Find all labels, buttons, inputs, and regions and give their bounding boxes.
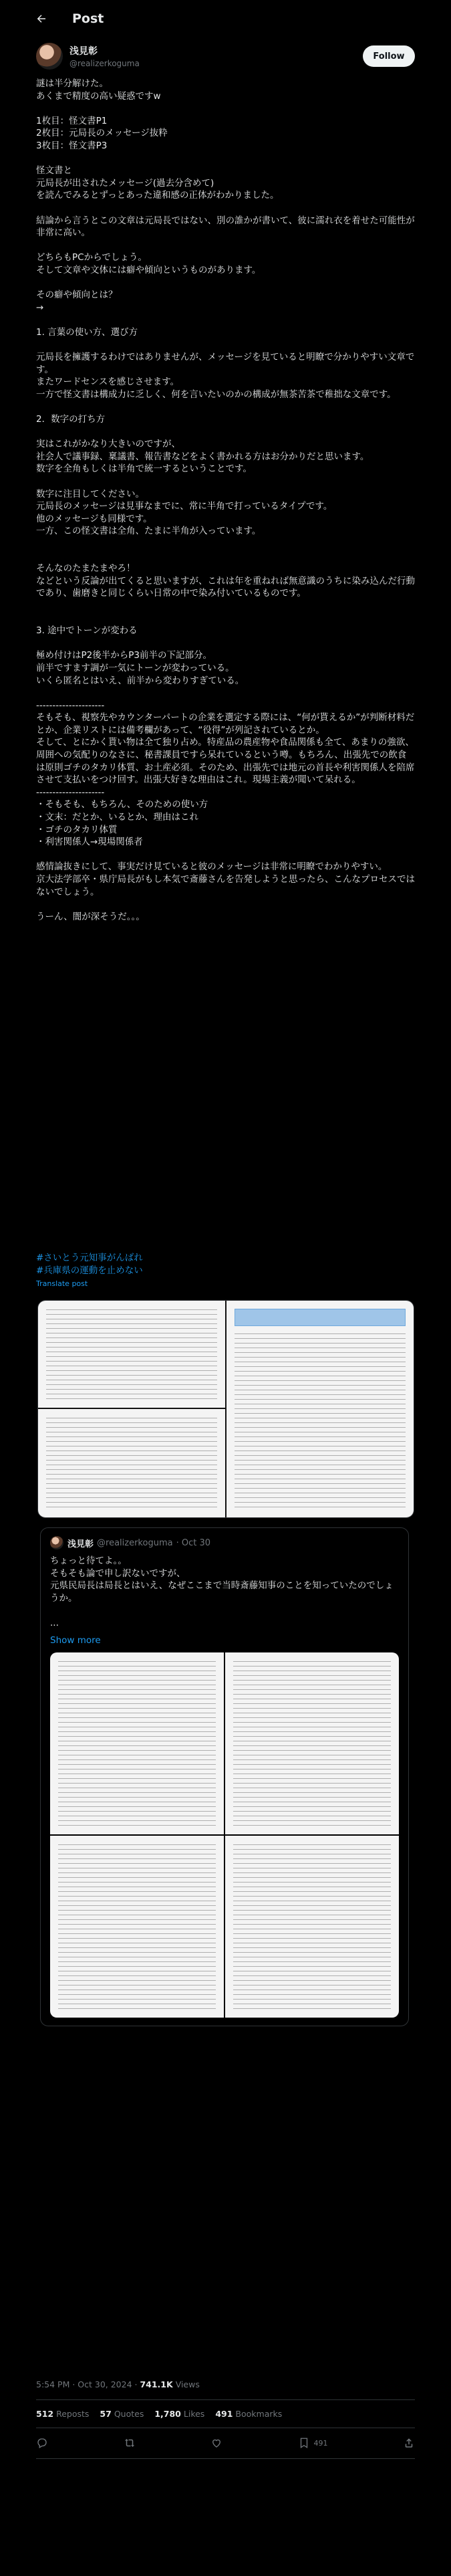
author-display-name[interactable]: 浅見彰 [69,46,98,57]
bookmark-count: 491 [313,2438,328,2448]
quoted-post-date: · Oct 30 [176,1537,210,1548]
quoted-author-name: 浅見彰 [67,1539,94,1549]
follow-button[interactable]: Follow [363,45,415,67]
bookmarks-stat[interactable]: 491 Bookmarks [215,2409,283,2419]
divider [36,2399,415,2400]
quoted-author-handle: @realizerkoguma [97,1537,173,1548]
engagement-stats [36,2409,282,2419]
quotes-stat[interactable]: 57 Quotes [100,2409,144,2419]
page-title: Post [72,11,104,26]
quoted-post[interactable] [40,1527,409,2026]
document-image[interactable] [225,1652,399,1834]
author-names [69,44,140,68]
arrow-left-icon [35,13,47,25]
repost-icon [124,2437,136,2449]
document-image[interactable] [227,1301,414,1517]
quoted-post-text: ちょっと待てよ。。 そもそも論で申し訳ないですが、 元県民局長は局長とはいえ、なぜここまで当時斎藤知事のことを知っていたのでしょうか。 ... [50,1555,394,1628]
author-handle[interactable]: @realizerkoguma [69,59,140,68]
document-image[interactable] [50,1836,224,2018]
document-image[interactable] [38,1301,225,1408]
bookmark-button[interactable] [298,2437,328,2449]
post-text: 謎は半分解けた。 あくまで精度の高い疑惑ですw 1枚目：怪文書P1 2枚目：元局長のメッセージ抜粋 3枚目：怪文書P3 怪文書と 元局長が出されたメッセージ(過去分含めて) を読んでみるとずっとあった違和感の正体がわかりました。 結論から言うとこの文章は元局長ではない、別の誰かが書いて、彼に濡れ衣を着せた可能性が非常に高い。 どちらもPCからでしょう。 そして文章や文体には癖や傾向というものがあります。 その癖や傾向とは？ → 1. 言葉の使い方、選び方 元局長を擁護するわけではありませんが、メッセージを見ていると明瞭で分かりやすい文章です。 またワードセンスを感じさせます。 一方で怪文書は構成力に乏しく、何を言いたいのかの構成が無茶苦茶で稚拙な文章です。 2．数字の打ち方 実はこれがかなり大きいのですが、 社会人で議事録、稟議書、報告書などをよく書かれる方はお分かりだと思います。 数字を全角もしくは半角で統一するということです。 数字に注目してください。 元局長のメッセージは見事なまでに、常に半角で打っているタイプです。 他のメッセージも同様です。 一方、この怪文書は全角、たまに半角が入っています。 そんなのたまたまやろ！ などという反論が出てくると思いますが、これは年を重ねれば無意識のうちに染み込んだ行動であり、歯磨きと同じくらい日常の中で染み付いているものです。 3. 途中でトーンが変わる 極め付けはP2後半からP3前半の下記部分。 前半ですます調が一気にトーンが変わっている。 いくら匿名とはいえ、前半から変わりすぎている。 --------------------- そもそも、視察先やカウンターパートの企業を選定する際には、“何が貰えるか”が判断材料だとか、企業リストには備考欄があって、“役得”が列記されているとか。 そして、とにかく貰い物は全て独り占め。特産品の農産物や食品関係も全て、あまりの強欲、周囲への気配りのなさに、秘書課員ですら呆れているという噂。もちろん、出張先での飲食は原則ゴチのタカリ体質、お土産必須。そのため、出張先では地元の首長や利害関係人を陪席させて支払いをつけ回す。出張大好きな理由はこれ。現場主義が聞いて呆れる。 --------------------- ・そもそも、もちろん、そのための使い方 ・文末：だとか、いるとか、理由はこれ ・ゴチのタカリ体質 ・利害関係人→現場関係者 感情論抜きにして、事実だけ見ていると彼のメッセージは非常に明瞭でわかりやすい。 京大法学部卒・県庁局長がもし本気で斎藤さんを告発しようと思ったら、こんなプロセスではないでしょう。 うーん、闇が深そうだ。。。 [36,78,415,922]
like-button[interactable] [210,2437,222,2449]
hashtag-link[interactable]: #さいとう元知事がんばれ [36,1253,143,1263]
reply-button[interactable] [36,2437,48,2449]
avatar[interactable] [36,43,63,70]
post-meta [36,2379,200,2389]
show-more-link[interactable]: Show more [50,1634,101,1646]
document-image[interactable] [50,1652,224,1834]
post-timestamp[interactable]: 5:54 PM · Oct 30, 2024 · [36,2379,140,2389]
reply-icon [36,2437,48,2449]
hashtag-list [36,1252,415,1277]
share-icon [403,2437,415,2449]
avatar [50,1536,63,1549]
views-count: 741.1K [140,2379,173,2389]
back-button[interactable] [29,7,53,31]
document-image[interactable] [225,1836,399,2018]
hashtag-link[interactable]: #兵庫県の運動を止めない [36,1265,143,1276]
translate-post-link[interactable]: Translate post [36,1279,88,1288]
share-button[interactable] [403,2437,415,2449]
action-bar [36,2437,415,2449]
likes-stat[interactable]: 1,780 Likes [154,2409,205,2419]
divider [36,2458,415,2459]
quoted-media-grid [50,1652,399,2018]
document-image[interactable] [38,1409,225,1517]
heart-icon [210,2437,222,2449]
quoted-post-header [50,1536,399,1549]
post-media-grid [37,1300,414,1518]
top-bar [0,0,451,37]
bookmark-icon [298,2437,310,2449]
author-row [36,41,415,71]
repost-button[interactable] [124,2437,136,2449]
views-label: Views [175,2379,200,2389]
reposts-stat[interactable]: 512 Reposts [36,2409,90,2419]
